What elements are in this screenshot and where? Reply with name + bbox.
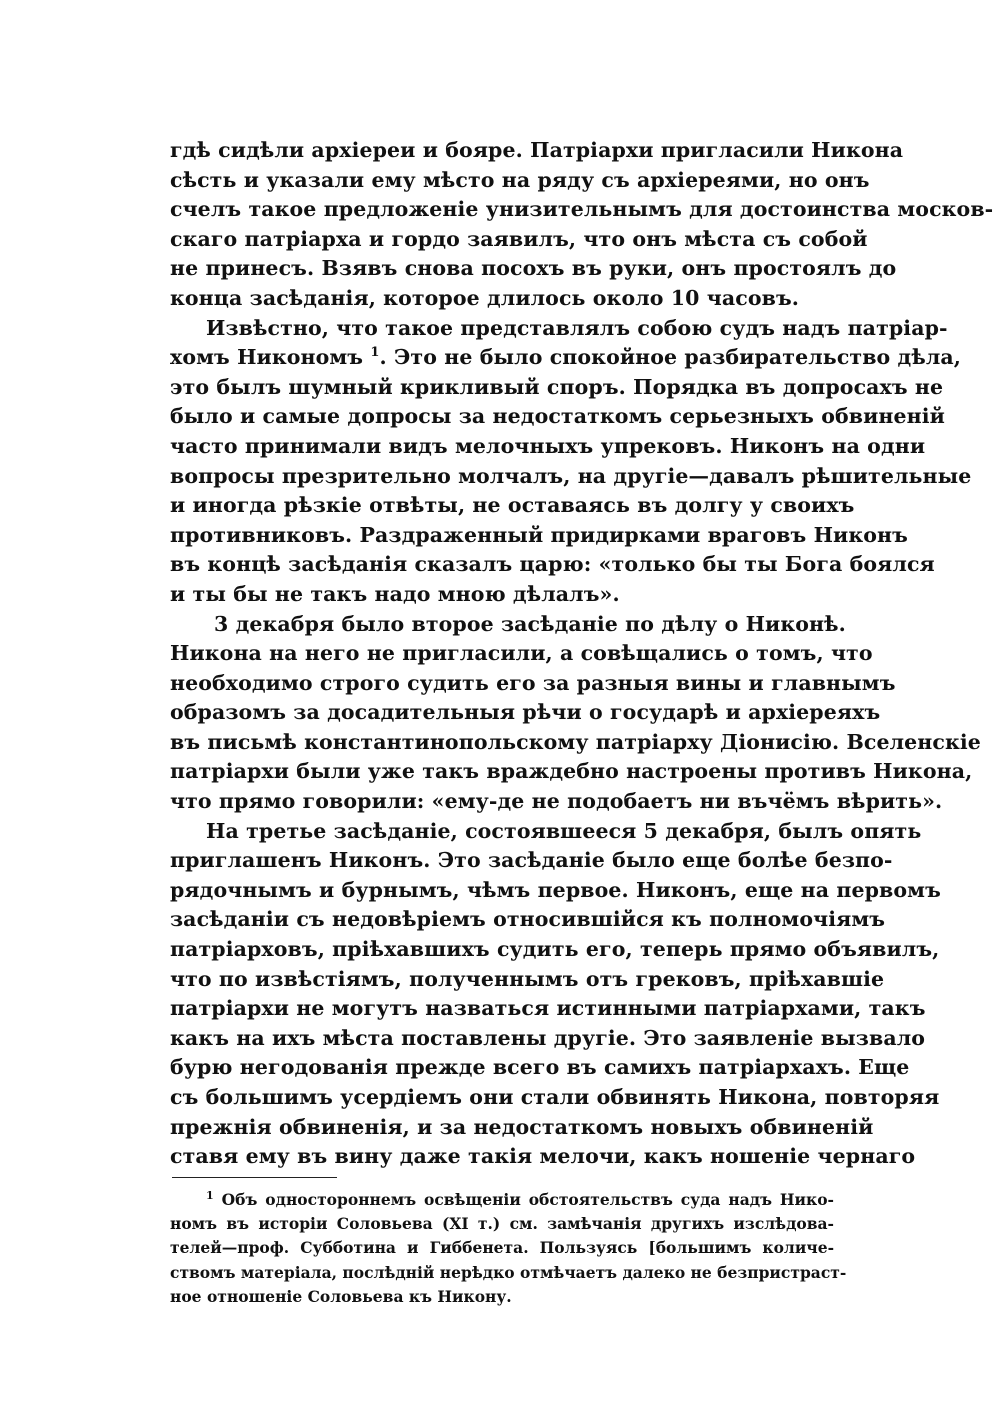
paragraph-2 — [170, 314, 972, 610]
text-line: что по извѣстіямъ, полученнымъ отъ грековъ, пріѣхавшіе — [170, 966, 885, 991]
text-line: Извѣстно, что такое представлялъ собою судъ надъ патріар- — [206, 315, 948, 340]
text-line: приглашенъ Никонъ. Это засѣданіе было еще болѣе безпо- — [170, 848, 893, 873]
footnote-line — [170, 1188, 834, 1212]
text-line: патріархи были уже такъ враждебно настроены противъ Никона, — [170, 759, 973, 784]
text-line: необходимо строго судить его за разныя вины и главнымъ — [170, 670, 896, 695]
text-line: бурю негодованія прежде всего въ самихъ патріархахъ. Еще — [170, 1055, 910, 1080]
text-line: Никона на него не пригласили, а совѣщались о томъ, что — [170, 641, 873, 666]
text-line: какъ на ихъ мѣста поставлены другіе. Это заявленіе вызвало — [170, 1025, 926, 1050]
text-line: было и самые допросы за недостаткомъ серьезныхъ обвиненій — [170, 404, 945, 429]
text-fragment: хомъ Никономъ — [170, 345, 364, 370]
text-line: вопросы презрительно молчалъ, на другіе—давалъ рѣшительные — [170, 463, 972, 488]
footnote-line: телей—проф. Субботина и Гиббенета. Пользуясь [большимъ количе- — [170, 1238, 834, 1258]
footnote-text: Объ одностороннемъ освѣщеніи обстоятельствъ суда надъ Нико- — [221, 1190, 834, 1209]
text-line: что прямо говорили: «ему-де не подобаетъ ни въчёмъ вѣрить». — [170, 789, 943, 814]
text-line: прежнія обвиненія, и за недостаткомъ новыхъ обвиненій — [170, 1114, 874, 1139]
text-line: На третье засѣданіе, состоявшееся 5 декабря, былъ опять — [206, 818, 922, 843]
footnote — [170, 1188, 847, 1309]
footnote-marker: 1 — [206, 1188, 214, 1202]
footnote-line: ное отношеніе Соловьева къ Никону. — [170, 1286, 512, 1306]
text-line: сѣсть и указали ему мѣсто на ряду съ архіереями, но онъ — [170, 167, 870, 192]
text-line: въ концѣ засѣданія сказалъ царю: «только бы ты Бога боялся — [170, 552, 935, 577]
text-line: 3 декабря было второе засѣданіе по дѣлу о Никонѣ. — [214, 611, 846, 636]
text-fragment: . Это не было спокойное разбирательство дѣла, — [379, 345, 962, 370]
main-text — [170, 136, 994, 1172]
text-line: конца засѣданія, которое длилось около 10 часовъ. — [170, 285, 800, 310]
text-line: съ большимъ усердіемъ они стали обвинять Никона, повторяя — [170, 1085, 940, 1109]
text-line: это былъ шумный крикливый споръ. Порядка въ допросахъ не — [170, 374, 944, 399]
text-line: и ты бы не такъ надо мною дѣлалъ». — [170, 581, 620, 606]
text-line: образомъ за досадительныя рѣчи о государѣ и архіереяхъ — [170, 700, 881, 725]
text-line: въ письмѣ константинопольскому патріарху Діонисію. Вселенскіе — [170, 729, 981, 754]
footnote-line: номъ въ исторіи Соловьева (XI т.) см. замѣчанія другихъ изслѣдова- — [170, 1214, 834, 1234]
text-line: засѣданіи съ недовѣріемъ относившійся къ полномочіямъ — [170, 907, 886, 932]
text-line: не принесъ. Взявъ снова посохъ въ руки, онъ простоялъ до — [170, 256, 897, 281]
paragraph-1 — [170, 136, 994, 314]
text-line: скаго патріарха и гордо заявилъ, что онъ мѣста съ собой — [170, 226, 868, 251]
text-line: рядочнымъ и бурнымъ, чѣмъ первое. Никонъ, еще на первомъ — [170, 877, 941, 902]
text-line: счелъ такое предложеніе унизительнымъ для достоинства москов- — [170, 197, 994, 222]
text-line: гдѣ сидѣли архіереи и бояре. Патріархи пригласили Никона — [170, 138, 904, 162]
text-line: и иногда рѣзкіе отвѣты, не оставаясь въ долгу у своихъ — [170, 493, 855, 518]
text-line: часто принимали видъ мелочныхъ упрековъ. Никонъ на одни — [170, 433, 926, 458]
paragraph-4 — [170, 817, 941, 1172]
text-line: патріархи не могутъ назваться истинными патріархами, такъ — [170, 996, 926, 1021]
paragraph-3 — [170, 610, 981, 817]
text-line: противниковъ. Раздраженный придирками враговъ Никонъ — [170, 522, 908, 547]
footnote-line: ствомъ матеріала, послѣдній нерѣдко отмѣчаетъ далеко не безпристраст- — [170, 1262, 847, 1282]
text-line: патріарховъ, пріѣхавшихъ судить его, теперь прямо объявилъ, — [170, 937, 940, 962]
footnote-reference: 1 — [370, 345, 380, 361]
footnote-divider — [172, 1177, 337, 1178]
text-line-with-footnote — [170, 343, 962, 373]
text-line: ставя ему въ вину даже такія мелочи, какъ ношеніе чернаго — [170, 1144, 916, 1169]
